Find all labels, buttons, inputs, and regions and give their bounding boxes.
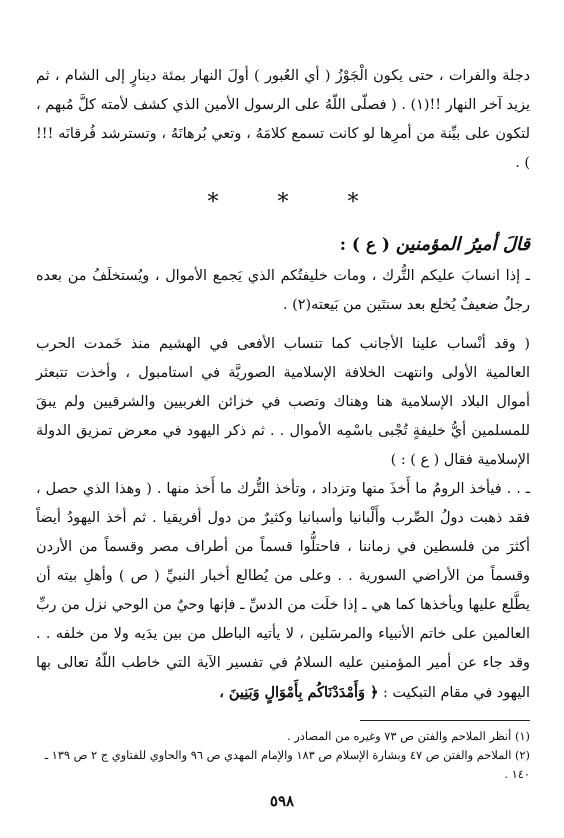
quote-paragraph-2 [36, 475, 530, 708]
section-separator [36, 192, 530, 214]
quote-paragraph-1: ـ إذا انسابَ عليكم التُّرك ، ومات خليفتُكم الذي يَجمع الأموال ، ويُستخلَفُ من بعده رجلٌ ضعيفٌ يُخلع بعد سنتَين من بَيعته(٢) . [36, 268, 530, 313]
footnote-divider [360, 720, 530, 721]
heading-title: قالَ أميرُ المؤمنين [395, 234, 530, 255]
intro-paragraph: دجلة والفرات ، حتى يكون الْجَوْزُ ( أي العُبور ) أولَ النهار بمئة دينارٍ إلى الشام ، ثم يزيد آخر النهار !!(١) . ( فصلّى اللّهُ على الرسول الأمين الذي كشف لأمته كلَّ مُبهم ، لتكون على بيِّنة من أمرِها لو كانت تسمع كلامَهُ ، وتعي بُرهانَهُ ، وتسترشد فُرقانَه !!! ) . [36, 68, 530, 171]
section-heading [36, 230, 530, 260]
separator-star: * [277, 190, 289, 215]
separator-star: * [207, 190, 219, 215]
page-number: ٥٩٨ [269, 792, 295, 810]
page-body [36, 62, 530, 708]
quote-text-2: ـ . . فيأخذ الرومُ ما أَخذَ منها وتزداد ، وتأخذ التُّرك ما أَخذ منها . ( وهذا الذي حصل ، فقد ذهبت دولُ الصِّرب وأَلْبانيا وأسبانيا وكثيرٌ من دول أفريقيا . ثم أخذ اليهودُ أيضاً أكثرَ من فلسطين في زماننا ، فاحتلُّوا قسماً من أطراف مصر وقسماً من الأردن وقسماً من الأراضي السورية . . وعلى من يُطالع أخبار النبيِّ ( ص ) وأهلِ بيته أن يطَّلع عليها ويأخذها كما هي ـ إذا خلَت من الدسِّ ـ فإنها وحيٌ من الوحي نزل من ربِّ العالمين على خاتم الأنبياء والمرسَلين ، لا يأتيه الباطل من بين يدَيه ولا من خلفه . . وقد جاء عن أمير المؤمنين عليه السلامُ في تفسير الآية التي خاطب اللّهُ تعالى بها اليهود في مقام التبكيت : [36, 481, 530, 701]
footnote-2: (٢) الملاحم والفتن ص ٤٧ وبشارة الإسلام ص ١٨٣ والإمام المهدي ص ٩٦ والحاوي للفتاوي ج ٢ ص ١٣٩ ـ ١٤٠ . [44, 748, 530, 781]
quran-verse: ﴿ وَأَمْدَدْنَاكُم بِأَمْوَالٍ وَبَنِينَ ، [219, 684, 379, 701]
separator-star: * [347, 190, 359, 215]
footnote-1: (١) أنظر الملاحم والفتن ص ٧٣ وغيره من المصادر . [287, 729, 530, 743]
commentary-paragraph-1: ( وقد أنْساب علينا الأجانب كما تنساب الأفعى في الهشيم منذ خَمدت الحرب العالمية الأولى وانتهت الخلافة الإسلامية الصوريَّة في استامبول ، وأخذت تتبعثر أموال البلاد الإسلامية هنا وهناك وتصب في خزائن الغربيين والشرقيين ولم يبقَ للمسلمين أيُّ خليفةٍ تُجْبى باسْمِه الأموال . . ثم ذكر اليهود في معرض تمزيق الدولة الإسلامية فقال ( ع ) : ) [36, 336, 530, 468]
heading-suffix: ( ع ) : [339, 235, 390, 255]
footnotes [36, 727, 530, 784]
